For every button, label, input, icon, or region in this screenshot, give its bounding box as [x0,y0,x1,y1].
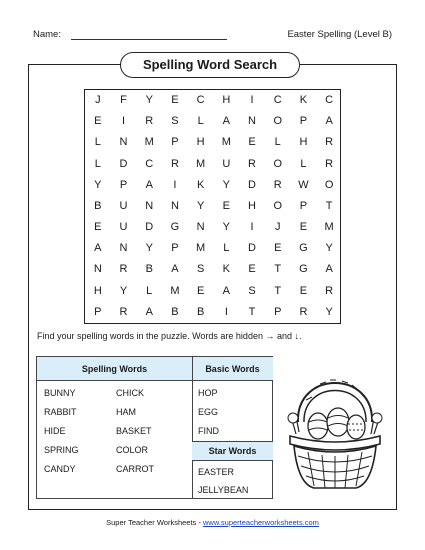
grid-letter: I [173,178,177,191]
grid-letter: E [171,94,179,106]
basic-word: FIND [198,426,219,436]
grid-letter: N [93,263,102,276]
grid-letter: P [171,242,179,255]
grid-row [85,196,340,217]
grid-letter: M [196,242,206,255]
grid-letter: A [145,305,153,318]
grid-letter: Y [145,94,153,106]
grid-letter: H [248,199,256,212]
grid-letter: U [119,199,128,212]
grid-letter: H [299,136,308,149]
basic-words-header: Basic Words [192,357,273,381]
star-word: JELLYBEAN [198,485,249,495]
spelling-word: HAM [116,407,136,417]
footer-link[interactable]: www.superteacherworksheets.com [202,518,319,527]
grid-letter: R [299,305,308,318]
grid-letter: K [196,178,205,191]
grid-letter: C [196,94,205,106]
grid-letter: K [299,94,308,106]
grid-letter: G [299,242,308,255]
grid-letter: E [222,199,231,212]
footer [0,518,425,527]
grid-letter: E [248,136,256,149]
grid-letter: O [324,178,334,191]
spelling-word: BUNNY [44,388,76,398]
grid-letter: C [325,94,334,106]
spelling-word: RABBIT [44,407,77,417]
grid-letter: Y [196,199,205,212]
grid-letter: A [94,242,102,255]
grid-letter: P [299,115,308,128]
grid-letter: R [273,178,282,191]
grid-letter: R [248,157,256,170]
grid-letter: E [248,263,256,276]
grid-letter: T [274,284,282,297]
grid-letter: M [144,136,154,149]
header [33,27,392,43]
grid-letter: I [122,115,126,128]
grid-row [85,281,340,302]
spelling-word: BASKET [116,426,152,436]
grid-letter: J [95,94,101,106]
word-search-grid [84,89,341,324]
grid-letter: L [223,242,230,255]
grid-letter: E [299,284,308,297]
grid-letter: Y [222,178,231,191]
grid-letter: Y [119,284,128,297]
grid-letter: B [196,305,205,318]
grid-letter: Y [325,242,333,255]
grid-letter: G [170,221,180,234]
grid-letter: H [93,284,102,297]
grid-letter: T [274,263,282,276]
worksheet-title: Spelling Word Search [120,52,300,78]
name-label: Name: [33,29,61,40]
grid-letter: L [197,115,204,128]
grid-letter: M [324,221,334,234]
grid-letter: A [145,178,153,191]
grid-letter: Y [94,178,102,191]
grid-letter: P [94,305,102,318]
grid-letter: N [248,115,256,128]
grid-letter: P [299,199,308,212]
grid-letter: A [325,115,333,128]
name-line[interactable] [71,39,227,40]
grid-letter: P [274,305,282,318]
grid-row [85,132,340,153]
grid-letter: O [273,115,283,128]
grid-letter: Y [145,242,153,255]
grid-letter: L [94,136,101,149]
grid-letter: D [248,242,256,255]
grid-letter: E [94,221,102,234]
grid-letter: N [145,199,154,212]
column-divider [192,357,193,498]
grid-letter: Y [325,305,333,318]
grid-row [85,238,340,259]
grid-letter: N [119,242,128,255]
grid-letter: F [120,94,127,106]
grid-letter: G [299,263,308,276]
grid-letter: L [274,136,281,149]
level-label: Easter Spelling (Level B) [287,29,392,40]
star-word: EASTER [198,467,235,477]
grid-letter: M [196,157,206,170]
grid-letter: S [196,263,205,276]
grid-letter: D [119,157,128,170]
grid-letter: B [145,263,153,276]
spelling-word: CHICK [116,388,145,398]
grid-letter: R [119,305,128,318]
grid-letter: C [273,94,282,106]
easter-basket-icon [284,360,386,492]
grid-letter: E [196,284,205,297]
grid-letter: R [145,115,154,128]
grid-letter: P [171,136,179,149]
grid-letter: E [274,242,282,255]
grid-row [85,90,340,111]
grid-letter: J [274,221,281,234]
grid-row [85,111,340,132]
grid-letter: M [170,284,180,297]
grid-letter: E [94,115,102,128]
grid-letter: R [119,263,128,276]
grid-row [85,175,340,196]
basic-word: HOP [198,388,218,398]
grid-letter: H [196,136,205,149]
grid-row [85,217,340,238]
grid-letter: A [325,263,333,276]
grid-letter: R [325,157,334,170]
star-words-header: Star Words [192,441,273,461]
grid-letter: Y [222,221,231,234]
grid-letter: L [300,157,307,170]
grid-letter: I [224,305,228,318]
grid-letter: D [248,178,256,191]
spelling-word: COLOR [116,445,149,455]
grid-letter: N [170,199,179,212]
grid-letter: E [299,221,308,234]
grid-letter: O [273,199,283,212]
grid-letter: B [171,305,179,318]
grid-letter: U [119,221,128,234]
spelling-word: CANDY [44,464,76,474]
grid-letter: L [94,157,101,170]
grid-letter: S [171,115,179,128]
grid-letter: N [119,136,128,149]
grid-letter: R [325,136,334,149]
spelling-word: CARROT [116,464,154,474]
grid-letter: I [250,221,254,234]
grid-letter: T [248,305,256,318]
grid-letter: R [170,157,179,170]
grid-row [85,302,340,323]
grid-letter: U [222,157,231,170]
grid-letter: L [146,284,153,297]
grid-letter: B [94,199,102,212]
grid-row [85,154,340,175]
grid-letter: R [325,284,334,297]
grid-letter: K [222,263,231,276]
grid-letter: A [171,263,179,276]
grid-row [85,259,340,280]
grid-letter: A [222,284,231,297]
grid-letter: W [298,178,309,191]
word-list-table [36,356,273,499]
spelling-word: SPRING [44,445,79,455]
grid-letter: O [273,157,283,170]
spelling-words-header: Spelling Words [37,357,192,381]
grid-letter: D [145,221,154,234]
grid-letter: P [119,178,128,191]
grid-letter: C [145,157,154,170]
instructions: Find your spelling words in the puzzle. Words are hidden → and ↓. [37,331,302,341]
grid-letter: N [196,221,205,234]
basic-word: EGG [198,407,219,417]
spelling-word: HIDE [44,426,66,436]
grid-letter: T [325,199,333,212]
footer-text: Super Teacher Worksheets - [106,518,203,527]
grid-letter: S [248,284,256,297]
grid-letter: H [222,94,231,106]
grid-letter: I [250,94,254,106]
grid-letter: A [222,115,231,128]
grid-letter: M [221,136,231,149]
